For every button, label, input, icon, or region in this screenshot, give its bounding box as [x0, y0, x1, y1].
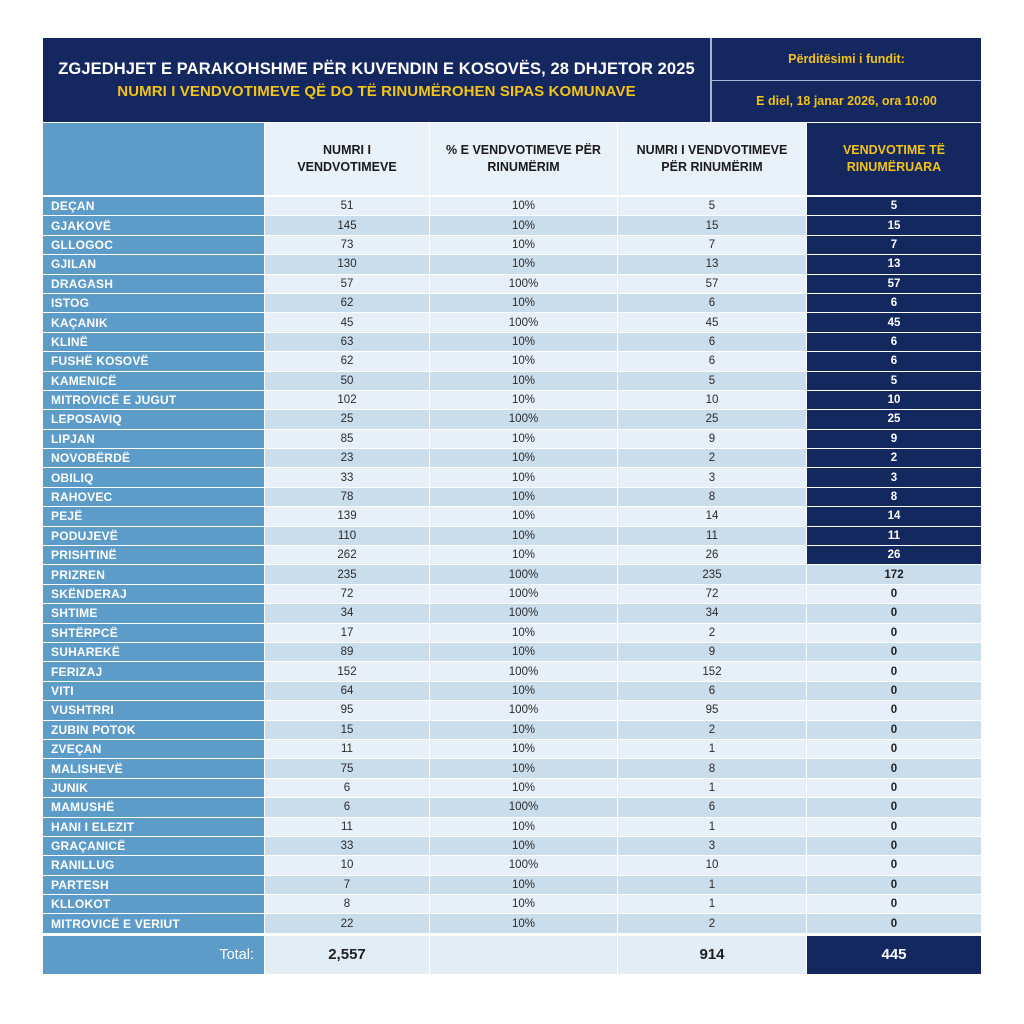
table-row — [43, 236, 981, 255]
municipality-cell: DEÇAN — [43, 197, 265, 215]
stations-cell: 73 — [265, 236, 430, 254]
for-recount-cell: 11 — [618, 527, 807, 545]
for-recount-cell: 9 — [618, 643, 807, 661]
municipality-cell: MITROVICË E VERIUT — [43, 914, 265, 932]
table-row — [43, 682, 981, 701]
recounted-cell: 0 — [807, 585, 981, 603]
percent-cell: 10% — [430, 779, 618, 797]
percent-cell: 100% — [430, 275, 618, 293]
for-recount-cell: 3 — [618, 837, 807, 855]
for-recount-cell: 235 — [618, 565, 807, 583]
municipality-cell: JUNIK — [43, 779, 265, 797]
for-recount-cell: 3 — [618, 468, 807, 486]
stations-cell: 23 — [265, 449, 430, 467]
municipality-cell: OBILIQ — [43, 468, 265, 486]
percent-cell: 10% — [430, 507, 618, 525]
for-recount-cell: 2 — [618, 624, 807, 642]
for-recount-cell: 2 — [618, 721, 807, 739]
table-row — [43, 837, 981, 856]
for-recount-cell: 14 — [618, 507, 807, 525]
percent-cell: 10% — [430, 895, 618, 913]
for-recount-cell: 2 — [618, 449, 807, 467]
percent-cell: 10% — [430, 430, 618, 448]
percent-column-header: % E VENDVOTIMEVE PËR RINUMËRIM — [430, 123, 618, 195]
municipality-cell: DRAGASH — [43, 275, 265, 293]
stations-cell: 10 — [265, 856, 430, 874]
percent-cell: 100% — [430, 313, 618, 331]
for-recount-cell: 10 — [618, 856, 807, 874]
for-recount-cell: 1 — [618, 818, 807, 836]
municipality-cell: GRAÇANICË — [43, 837, 265, 855]
for-recount-cell: 7 — [618, 236, 807, 254]
percent-cell: 10% — [430, 197, 618, 215]
percent-cell: 100% — [430, 662, 618, 680]
stations-cell: 130 — [265, 255, 430, 273]
municipality-cell: KAMENICË — [43, 372, 265, 390]
table-body — [43, 197, 981, 934]
percent-cell: 10% — [430, 216, 618, 234]
report-subtitle: NUMRI I VENDVOTIMEVE QË DO TË RINUMËROHEN SIPAS KOMUNAVE — [117, 83, 636, 100]
recounted-cell: 0 — [807, 643, 981, 661]
recounted-cell: 0 — [807, 837, 981, 855]
stations-cell: 235 — [265, 565, 430, 583]
municipality-cell: FUSHË KOSOVË — [43, 352, 265, 370]
recounted-cell: 0 — [807, 662, 981, 680]
for-recount-cell: 5 — [618, 197, 807, 215]
table-row — [43, 391, 981, 410]
percent-cell: 10% — [430, 682, 618, 700]
percent-cell: 10% — [430, 352, 618, 370]
recounted-cell: 6 — [807, 333, 981, 351]
for-recount-cell: 34 — [618, 604, 807, 622]
for-recount-cell: 6 — [618, 682, 807, 700]
recounted-cell: 26 — [807, 546, 981, 564]
title-block — [43, 38, 712, 122]
table-row — [43, 449, 981, 468]
table-row — [43, 488, 981, 507]
table-row — [43, 546, 981, 565]
percent-cell: 100% — [430, 856, 618, 874]
table-row — [43, 410, 981, 429]
stations-cell: 11 — [265, 740, 430, 758]
municipality-cell: MAMUSHË — [43, 798, 265, 816]
last-update-label: Përditësimi i fundit: — [788, 51, 905, 66]
municipality-cell: VITI — [43, 682, 265, 700]
stations-cell: 51 — [265, 197, 430, 215]
for-recount-cell: 2 — [618, 914, 807, 932]
for-recount-cell: 6 — [618, 333, 807, 351]
stations-cell: 78 — [265, 488, 430, 506]
percent-cell: 100% — [430, 701, 618, 719]
stations-cell: 63 — [265, 333, 430, 351]
municipality-cell: PRISHTINË — [43, 546, 265, 564]
stations-cell: 75 — [265, 759, 430, 777]
recounted-cell: 0 — [807, 624, 981, 642]
stations-cell: 62 — [265, 294, 430, 312]
table-row — [43, 701, 981, 720]
for-recount-cell: 10 — [618, 391, 807, 409]
municipality-cell: HANI I ELEZIT — [43, 818, 265, 836]
percent-cell: 100% — [430, 410, 618, 428]
for-recount-cell: 45 — [618, 313, 807, 331]
municipality-cell: RANILLUG — [43, 856, 265, 874]
stations-cell: 7 — [265, 876, 430, 894]
stations-cell: 6 — [265, 798, 430, 816]
municipality-cell: GJILAN — [43, 255, 265, 273]
percent-cell: 10% — [430, 818, 618, 836]
recounted-cell: 0 — [807, 856, 981, 874]
stations-cell: 25 — [265, 410, 430, 428]
recounted-cell: 0 — [807, 740, 981, 758]
for-recount-cell: 26 — [618, 546, 807, 564]
for-recount-cell: 1 — [618, 876, 807, 894]
percent-cell: 10% — [430, 294, 618, 312]
municipality-cell: MITROVICË E JUGUT — [43, 391, 265, 409]
for-recount-cell: 6 — [618, 352, 807, 370]
percent-cell: 10% — [430, 391, 618, 409]
total-percent-empty — [430, 936, 618, 974]
for-recount-cell: 57 — [618, 275, 807, 293]
recounted-cell: 25 — [807, 410, 981, 428]
table-row — [43, 294, 981, 313]
for-recount-cell: 152 — [618, 662, 807, 680]
total-label: Total: — [43, 936, 265, 974]
title-band — [43, 38, 981, 122]
percent-cell: 10% — [430, 236, 618, 254]
recounted-cell: 45 — [807, 313, 981, 331]
municipality-cell: KLLOKOT — [43, 895, 265, 913]
percent-cell: 10% — [430, 546, 618, 564]
table-row — [43, 197, 981, 216]
recounted-cell: 10 — [807, 391, 981, 409]
percent-cell: 10% — [430, 449, 618, 467]
table-row — [43, 507, 981, 526]
percent-cell: 100% — [430, 604, 618, 622]
stations-cell: 110 — [265, 527, 430, 545]
stations-cell: 102 — [265, 391, 430, 409]
stations-cell: 72 — [265, 585, 430, 603]
percent-cell: 100% — [430, 798, 618, 816]
stations-cell: 17 — [265, 624, 430, 642]
total-stations: 2,557 — [265, 936, 430, 974]
table-row — [43, 740, 981, 759]
municipality-cell: LEPOSAVIQ — [43, 410, 265, 428]
table-row — [43, 895, 981, 914]
stations-cell: 139 — [265, 507, 430, 525]
municipality-cell: GJAKOVË — [43, 216, 265, 234]
recounted-cell: 5 — [807, 197, 981, 215]
percent-cell: 10% — [430, 624, 618, 642]
stations-cell: 152 — [265, 662, 430, 680]
recounted-cell: 172 — [807, 565, 981, 583]
stations-cell: 85 — [265, 430, 430, 448]
report-sheet — [43, 38, 981, 974]
recounted-cell: 0 — [807, 682, 981, 700]
stations-cell: 33 — [265, 468, 430, 486]
stations-cell: 95 — [265, 701, 430, 719]
recounted-cell: 11 — [807, 527, 981, 545]
for-recount-cell: 95 — [618, 701, 807, 719]
recounted-cell: 0 — [807, 701, 981, 719]
percent-cell: 10% — [430, 759, 618, 777]
municipality-cell: PODUJEVË — [43, 527, 265, 545]
recounted-cell: 14 — [807, 507, 981, 525]
municipality-cell: KLINË — [43, 333, 265, 351]
table-row — [43, 275, 981, 294]
recounted-cell: 8 — [807, 488, 981, 506]
table-row — [43, 914, 981, 933]
recounted-cell: 0 — [807, 876, 981, 894]
recounted-cell: 57 — [807, 275, 981, 293]
table-row — [43, 624, 981, 643]
recounted-cell: 0 — [807, 604, 981, 622]
report-title: ZGJEDHJET E PARAKOHSHME PËR KUVENDIN E KOSOVËS, 28 DHJETOR 2025 — [58, 60, 695, 78]
total-recounted: 445 — [807, 936, 981, 974]
table-row — [43, 313, 981, 332]
for-recount-cell: 25 — [618, 410, 807, 428]
municipality-cell: KAÇANIK — [43, 313, 265, 331]
for-recount-cell: 9 — [618, 430, 807, 448]
stations-cell: 57 — [265, 275, 430, 293]
table-row — [43, 779, 981, 798]
municipality-cell: SUHAREKË — [43, 643, 265, 661]
percent-cell: 10% — [430, 721, 618, 739]
municipality-cell: PEJË — [43, 507, 265, 525]
municipality-cell: ZVEÇAN — [43, 740, 265, 758]
percent-cell: 10% — [430, 488, 618, 506]
percent-cell: 10% — [430, 333, 618, 351]
recounted-cell: 5 — [807, 372, 981, 390]
table-row — [43, 662, 981, 681]
recounted-cell: 3 — [807, 468, 981, 486]
for-recount-cell: 15 — [618, 216, 807, 234]
table-row — [43, 798, 981, 817]
municipality-cell: FERIZAJ — [43, 662, 265, 680]
recounted-cell: 0 — [807, 721, 981, 739]
municipality-column-header — [43, 123, 265, 195]
total-row — [43, 936, 981, 974]
stations-cell: 6 — [265, 779, 430, 797]
stations-cell: 34 — [265, 604, 430, 622]
stations-cell: 22 — [265, 914, 430, 932]
municipality-cell: NOVOBËRDË — [43, 449, 265, 467]
recounted-cell: 0 — [807, 818, 981, 836]
percent-cell: 10% — [430, 876, 618, 894]
stations-cell: 262 — [265, 546, 430, 564]
table-row — [43, 333, 981, 352]
table-row — [43, 856, 981, 875]
stations-cell: 89 — [265, 643, 430, 661]
recounted-cell: 0 — [807, 914, 981, 932]
municipality-cell: PRIZREN — [43, 565, 265, 583]
municipality-cell: MALISHEVË — [43, 759, 265, 777]
stations-cell: 62 — [265, 352, 430, 370]
recounted-cell: 6 — [807, 294, 981, 312]
for-recount-cell: 8 — [618, 759, 807, 777]
municipality-cell: RAHOVEC — [43, 488, 265, 506]
table-row — [43, 759, 981, 778]
for-recount-cell: 5 — [618, 372, 807, 390]
total-for-recount: 914 — [618, 936, 807, 974]
for-recount-cell: 1 — [618, 895, 807, 913]
recounted-cell: 0 — [807, 759, 981, 777]
table-row — [43, 818, 981, 837]
recounted-cell: 2 — [807, 449, 981, 467]
municipality-cell: ZUBIN POTOK — [43, 721, 265, 739]
stations-cell: 45 — [265, 313, 430, 331]
for-recount-cell: 6 — [618, 294, 807, 312]
stations-cell: 8 — [265, 895, 430, 913]
last-update-value: E diel, 18 janar 2026, ora 10:00 — [712, 80, 981, 123]
percent-cell: 10% — [430, 837, 618, 855]
stations-column-header: NUMRI I VENDVOTIMEVE — [265, 123, 430, 195]
stations-cell: 33 — [265, 837, 430, 855]
table-row — [43, 643, 981, 662]
stations-cell: 64 — [265, 682, 430, 700]
municipality-cell: GLLOGOC — [43, 236, 265, 254]
percent-cell: 100% — [430, 565, 618, 583]
stations-cell: 11 — [265, 818, 430, 836]
for-recount-cell: 13 — [618, 255, 807, 273]
recounted-column-header: VENDVOTIME TË RINUMËRUARA — [807, 123, 981, 195]
last-update-panel — [712, 38, 981, 122]
municipality-cell: SHTËRPCË — [43, 624, 265, 642]
stations-cell: 50 — [265, 372, 430, 390]
recounted-cell: 0 — [807, 895, 981, 913]
for-recount-cell: 1 — [618, 740, 807, 758]
table-row — [43, 721, 981, 740]
table-row — [43, 876, 981, 895]
percent-cell: 10% — [430, 643, 618, 661]
for-recount-cell: 72 — [618, 585, 807, 603]
municipality-cell: LIPJAN — [43, 430, 265, 448]
for-recount-cell: 6 — [618, 798, 807, 816]
recounted-cell: 7 — [807, 236, 981, 254]
table-row — [43, 527, 981, 546]
percent-cell: 10% — [430, 740, 618, 758]
table-row — [43, 372, 981, 391]
for-recount-column-header: NUMRI I VENDVOTIMEVE PËR RINUMËRIM — [618, 123, 807, 195]
table-header-row — [43, 123, 981, 195]
table-row — [43, 468, 981, 487]
percent-cell: 10% — [430, 372, 618, 390]
table-row — [43, 585, 981, 604]
table-row — [43, 565, 981, 584]
municipality-cell: ISTOG — [43, 294, 265, 312]
municipality-cell: VUSHTRRI — [43, 701, 265, 719]
for-recount-cell: 8 — [618, 488, 807, 506]
stations-cell: 15 — [265, 721, 430, 739]
percent-cell: 10% — [430, 914, 618, 932]
municipality-cell: SHTIME — [43, 604, 265, 622]
table-row — [43, 352, 981, 371]
table-row — [43, 216, 981, 235]
for-recount-cell: 1 — [618, 779, 807, 797]
recounted-cell: 0 — [807, 798, 981, 816]
percent-cell: 10% — [430, 527, 618, 545]
recounted-cell: 15 — [807, 216, 981, 234]
percent-cell: 10% — [430, 468, 618, 486]
stations-cell: 145 — [265, 216, 430, 234]
percent-cell: 10% — [430, 255, 618, 273]
recounted-cell: 9 — [807, 430, 981, 448]
table-row — [43, 255, 981, 274]
percent-cell: 100% — [430, 585, 618, 603]
recounted-cell: 0 — [807, 779, 981, 797]
recounted-cell: 13 — [807, 255, 981, 273]
table-row — [43, 604, 981, 623]
municipality-cell: PARTESH — [43, 876, 265, 894]
recounted-cell: 6 — [807, 352, 981, 370]
municipality-cell: SKËNDERAJ — [43, 585, 265, 603]
table-row — [43, 430, 981, 449]
